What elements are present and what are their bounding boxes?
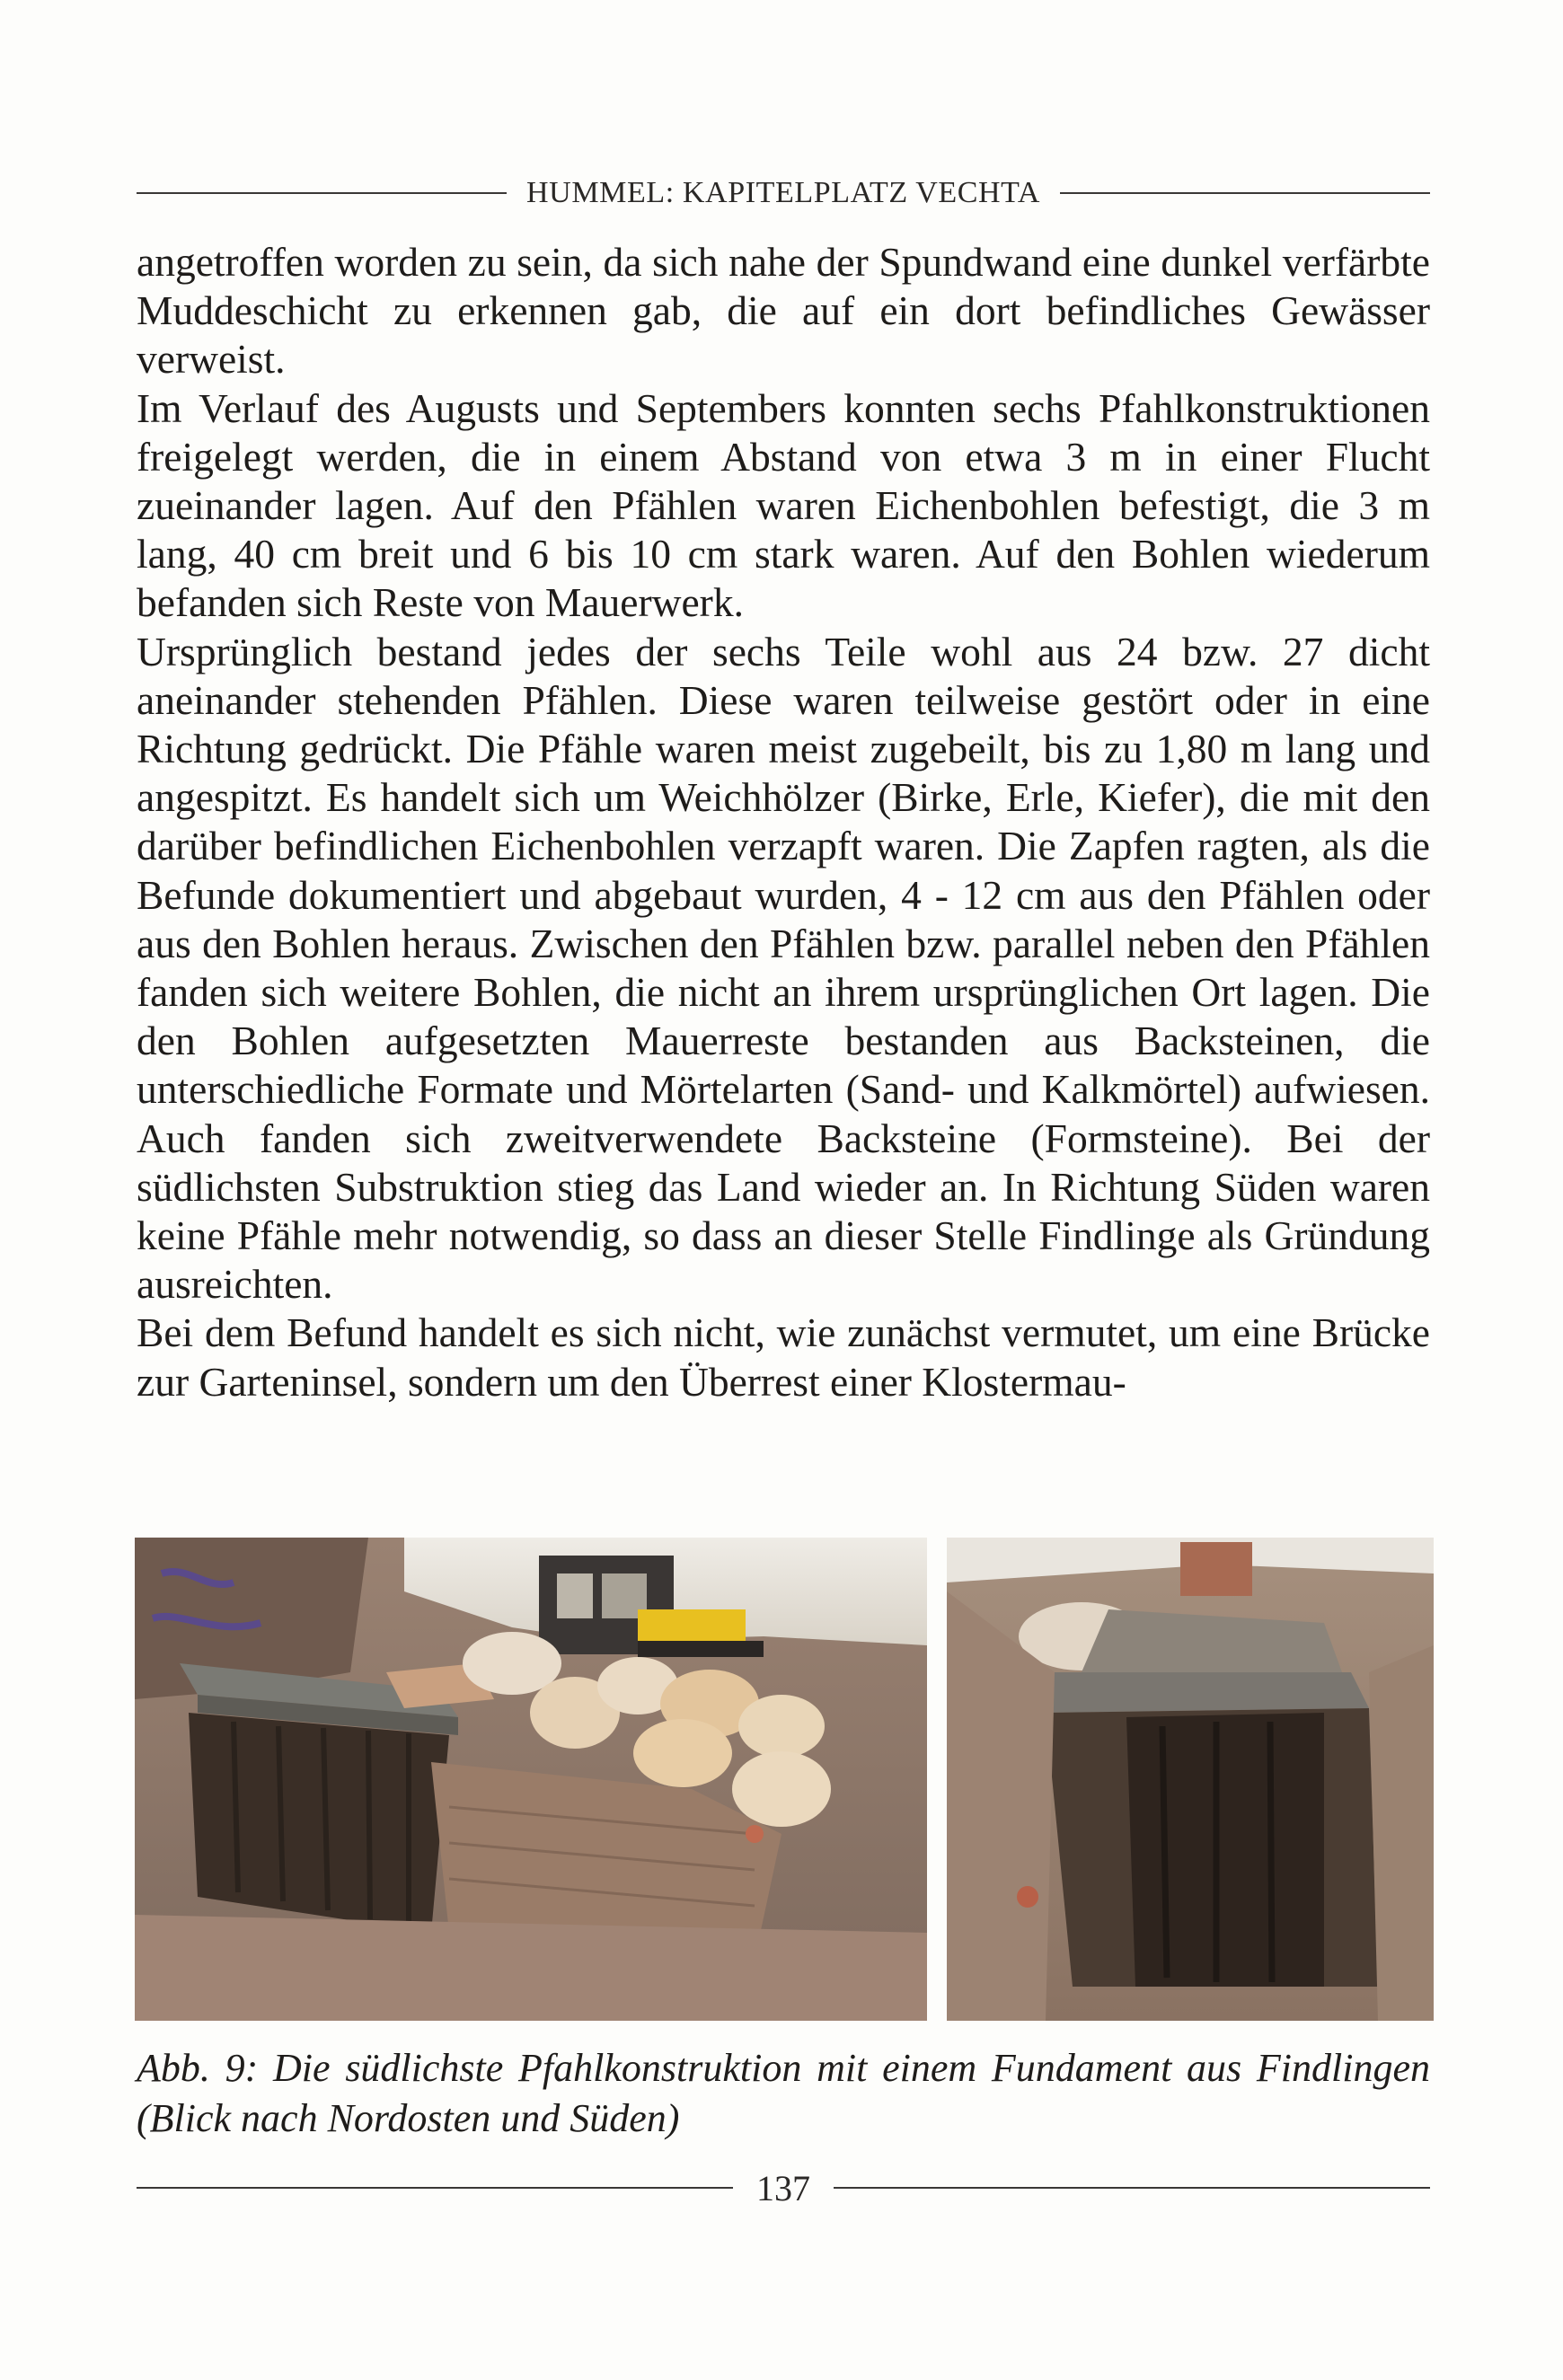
photo-northeast-view bbox=[135, 1538, 927, 2021]
figure-caption: Abb. 9: Die südlichste Pfahlkonstruktion mit einem Fundament aus Findlingen (Blick nach Nordosten und Süden) bbox=[137, 2046, 1430, 2140]
figure-photos bbox=[135, 1538, 1434, 2021]
footer-rule-left bbox=[137, 2187, 733, 2189]
page-footer bbox=[137, 2163, 1430, 2213]
page-number: 137 bbox=[756, 2167, 810, 2208]
body-text bbox=[137, 238, 1430, 1406]
header-rule-right bbox=[1060, 192, 1430, 194]
paragraph-pile-details: Ursprünglich bestand jedes der sechs Teile wohl aus 24 bzw. 27 dicht aneinander stehenden Pfählen. Diese waren teilweise gestört oder in eine Richtung gedrückt. Die Pfähle waren meist zugebeilt, bis zu 1,80 m lang und angespitzt. Es handelt sich um Weichhölzer (Birke, Erle, Kiefer), die mit den darüber befindlichen Eichenbohlen verzapft waren. Die Zapfen ragten, als die Befunde dokumentiert und abgebaut wurden, 4 - 12 cm aus den Pfählen oder aus den Bohlen heraus. Zwischen den Pfählen bzw. parallel neben den Pfählen fanden sich weitere Bohlen, die nicht an ihrem ursprünglichen Ort lagen. Die den Bohlen aufgesetzten Mauerreste bestanden aus Backsteinen, die unterschiedliche Formate und Mörtelarten (Sand- und Kalkmörtel) aufwiesen. Auch fanden sich zweitverwendete Backsteine (Formsteine). Bei der südlichsten Substruktion stieg das Land wieder an. In Richtung Süden waren keine Pfähle mehr notwendig, so dass an dieser Stelle Findlinge als Gründung ausreichten. bbox=[137, 628, 1430, 1308]
paragraph-interpretation: Bei dem Befund handelt es sich nicht, wie zunächst vermutet, um eine Brücke zur Garteninsel, sondern um den Überrest einer Klostermau- bbox=[137, 1309, 1430, 1405]
excavation-photo-left bbox=[135, 1538, 927, 2021]
footer-rule-right bbox=[834, 2187, 1430, 2189]
running-header bbox=[137, 171, 1430, 216]
header-rule-left bbox=[137, 192, 507, 194]
running-title: HUMMEL: KAPITELPLATZ VECHTA bbox=[526, 176, 1040, 209]
photo-south-view bbox=[947, 1538, 1434, 2021]
paragraph-continued: angetroffen worden zu sein, da sich nahe der Spundwand eine dunkel verfärbte Muddeschicht zu erkennen gab, die auf ein dort befindliches Gewässer verweist. bbox=[137, 239, 1430, 383]
excavation-photo-right bbox=[947, 1538, 1434, 2021]
paragraph-pile-constructions: Im Verlauf des Augusts und Septembers konnten sechs Pfahlkonstruktionen freigelegt werden, die in einem Abstand von etwa 3 m in einer Flucht zueinander lagen. Auf den Pfählen waren Eichenbohlen befestigt, die 3 m lang, 40 cm breit und 6 bis 10 cm stark waren. Auf den Bohlen wiederum befanden sich Reste von Mauerwerk. bbox=[137, 384, 1430, 626]
